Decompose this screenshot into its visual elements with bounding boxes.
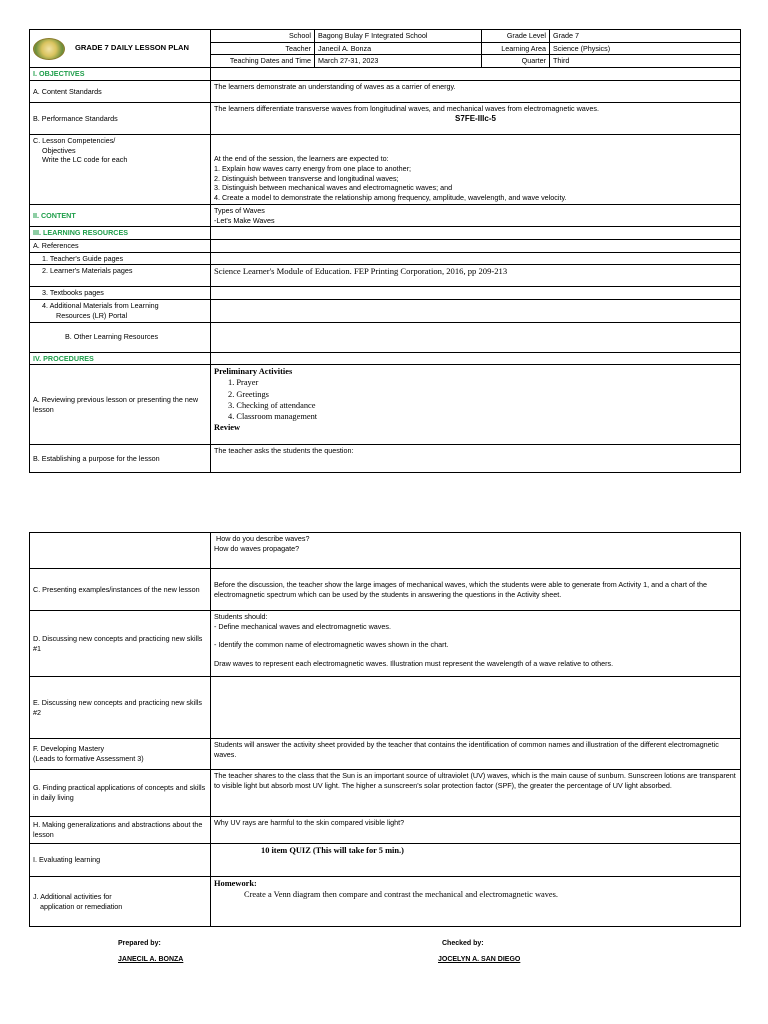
quarter-label: Quarter (482, 55, 550, 68)
objectives-heading: I. OBJECTIVES (30, 68, 211, 81)
area-value: Science (Physics) (550, 42, 741, 55)
lm-pages-value: Science Learner's Module of Education. FEP Printing Corporation, 2016, pp 209-213 (211, 265, 741, 287)
content-standards-text: The learners demonstrate an understanding of waves as a carrier of energy. (211, 80, 741, 102)
discussing-2-label: E. Discussing new concepts and practicing new skills #2 (30, 677, 211, 739)
questions-cell (211, 533, 741, 569)
dates-value: March 27-31, 2023 (315, 55, 482, 68)
purpose-label: B. Establishing a purpose for the lesson (30, 445, 211, 473)
prepared-by-name-text: JANECIL A. BONZA (118, 956, 184, 963)
additional-materials-label (30, 300, 211, 322)
competencies-label-line2: Objectives (42, 145, 76, 155)
lm-pages-label: 2. Learner's Materials pages (30, 265, 211, 287)
prelim-item: 3. Checking of attendance (228, 400, 316, 410)
content-line: -Let's Make Waves (214, 215, 275, 225)
performance-standards-text: The learners differentiate transverse waves from longitudinal waves, and mechanical waves from electromagnetic waves. (214, 103, 599, 113)
mastery-label-line1: F. Developing Mastery (33, 744, 105, 754)
content-line: Types of Waves (214, 205, 265, 215)
review-label: A. Reviewing previous lesson or presenting the new lesson (30, 365, 211, 445)
discussing-item: - Define mechanical waves and electromagnetic waves. (214, 621, 391, 631)
school-value: Bagong Bulay F Integrated School (315, 30, 482, 43)
homework-cell: Homework: Create a Venn diagram then compare and contrast the mechanical and electromagnetic waves. (211, 877, 741, 927)
prepared-by-name (118, 956, 183, 963)
grade-label: Grade Level (482, 30, 550, 43)
teacher-value: Janecil A. Bonza (315, 42, 482, 55)
lc-code: S7FE-IIIc-5 (455, 113, 496, 123)
content-heading: II. CONTENT (30, 204, 211, 226)
discussing-item: Draw waves to represent each electromagnetic waves. Illustration must represent the wavelength of a wave relative to others. (214, 659, 614, 669)
additional-materials-line1: 4. Additional Materials from Learning (42, 301, 159, 311)
school-seal-icon (33, 38, 65, 60)
additional-activities-line2: application or remediation (40, 901, 123, 911)
quarter-value: Third (550, 55, 741, 68)
prelim-title: Preliminary Activities (214, 367, 293, 377)
grade-value: Grade 7 (550, 30, 741, 43)
tg-pages-label: 1. Teacher's Guide pages (30, 252, 211, 265)
applications-text: The teacher shares to the class that the Sun is an important source of ultraviolet (UV) waves, which is the main cause of sunburn. Sunscreen lotions are transparent to visible light but absorb most UV light. The higher a sunscreen's solar protection factor (SPF), the greater the percentage of UV light absorbed. (211, 770, 741, 817)
review-title: Review (214, 422, 241, 432)
lesson-plan-page2 (29, 532, 741, 927)
homework-text: Create a Venn diagram then compare and contrast the mechanical and electromagnetic waves. (244, 890, 558, 900)
checked-by-name (438, 956, 520, 963)
question-item: How do you describe waves? (216, 534, 310, 543)
school-label: School (211, 30, 315, 43)
discussing-item: - Identify the common name of electromagnetic waves shown in the chart. (214, 640, 449, 650)
review-cell (211, 365, 741, 445)
header-title-cell (30, 30, 211, 68)
textbook-pages-label: 3. Textbooks pages (30, 287, 211, 300)
competencies-cell (211, 134, 741, 204)
dates-label: Teaching Dates and Time (211, 55, 315, 68)
competency-item: 2. Distinguish between transverse and longitudinal waves; (214, 173, 399, 183)
presenting-label: C. Presenting examples/instances of the new lesson (30, 569, 211, 611)
generalizations-text: Why UV rays are harmful to the skin compared visible light? (211, 817, 741, 844)
competency-item: 4. Create a model to demonstrate the relationship among frequency, amplitude, wavelength, and wave velocity. (214, 193, 567, 203)
homework-title: Homework (214, 879, 255, 888)
checked-by-label: Checked by: (442, 940, 484, 947)
evaluating-text: 10 item QUIZ (This will take for 5 min.) (211, 844, 741, 877)
teacher-label: Teacher (211, 42, 315, 55)
additional-activities-label (30, 877, 211, 927)
generalizations-label: H. Making generalizations and abstractions about the lesson (30, 817, 211, 844)
competency-item: 1. Explain how waves carry energy from one place to another; (214, 164, 411, 173)
purpose-text: The teacher asks the students the question: (211, 445, 741, 473)
discussing-1-cell (211, 611, 741, 677)
performance-standards-cell (211, 102, 741, 134)
resources-heading: III. LEARNING RESOURCES (30, 227, 211, 240)
evaluating-label: I. Evaluating learning (30, 844, 211, 877)
competencies-label-line3: Write the LC code for each (42, 155, 128, 165)
competencies-label (30, 134, 211, 204)
discussing-intro: Students should: (214, 612, 268, 621)
additional-materials-line2: Resources (LR) Portal (56, 310, 128, 320)
content-standards-label: A. Content Standards (30, 80, 211, 102)
competency-item: 3. Distinguish between mechanical waves and electromagnetic waves; and (214, 183, 453, 193)
additional-activities-line1: J. Additional activities for (33, 891, 112, 901)
competencies-label-line1: C. Lesson Competencies/ (33, 135, 116, 145)
presenting-text: Before the discussion, the teacher show the large images of mechanical waves, which the students were able to generate from Activity 1, and a chart of the electromagnetic spectrum which can be used by the students in answering the questions in the Activity sheet. (211, 569, 741, 611)
prelim-item: 4. Classroom management (228, 411, 318, 421)
area-label: Learning Area (482, 42, 550, 55)
prelim-item: 1. Prayer (228, 378, 259, 388)
mastery-label-line2: (Leads to formative Assessment 3) (33, 754, 144, 763)
content-cell (211, 204, 741, 226)
mastery-text: Students will answer the activity sheet provided by the teacher that contains the identification of common names and illustration of the different electromagnetic waves. (211, 739, 741, 770)
discussing-1-label: D. Discussing new concepts and practicing new skills #1 (30, 611, 211, 677)
question-item: How do waves propagate? (214, 543, 300, 553)
prepared-by-label: Prepared by: (118, 940, 161, 947)
other-resources-label: B. Other Learning Resources (30, 322, 211, 352)
prelim-item: 2. Greetings (228, 389, 269, 399)
performance-standards-label: B. Performance Standards (30, 102, 211, 134)
competencies-intro: At the end of the session, the learners are expected to: (214, 154, 389, 164)
procedures-heading: IV. PROCEDURES (30, 352, 211, 365)
checked-by-name-text: JOCELYN A. SAN DIEGO (438, 956, 521, 963)
plan-title: GRADE 7 DAILY LESSON PLAN (75, 43, 189, 53)
mastery-label (30, 739, 211, 770)
references-label: A. References (30, 240, 211, 253)
lesson-plan-page1 (29, 29, 741, 473)
applications-label: G. Finding practical applications of concepts and skills in daily living (30, 770, 211, 817)
